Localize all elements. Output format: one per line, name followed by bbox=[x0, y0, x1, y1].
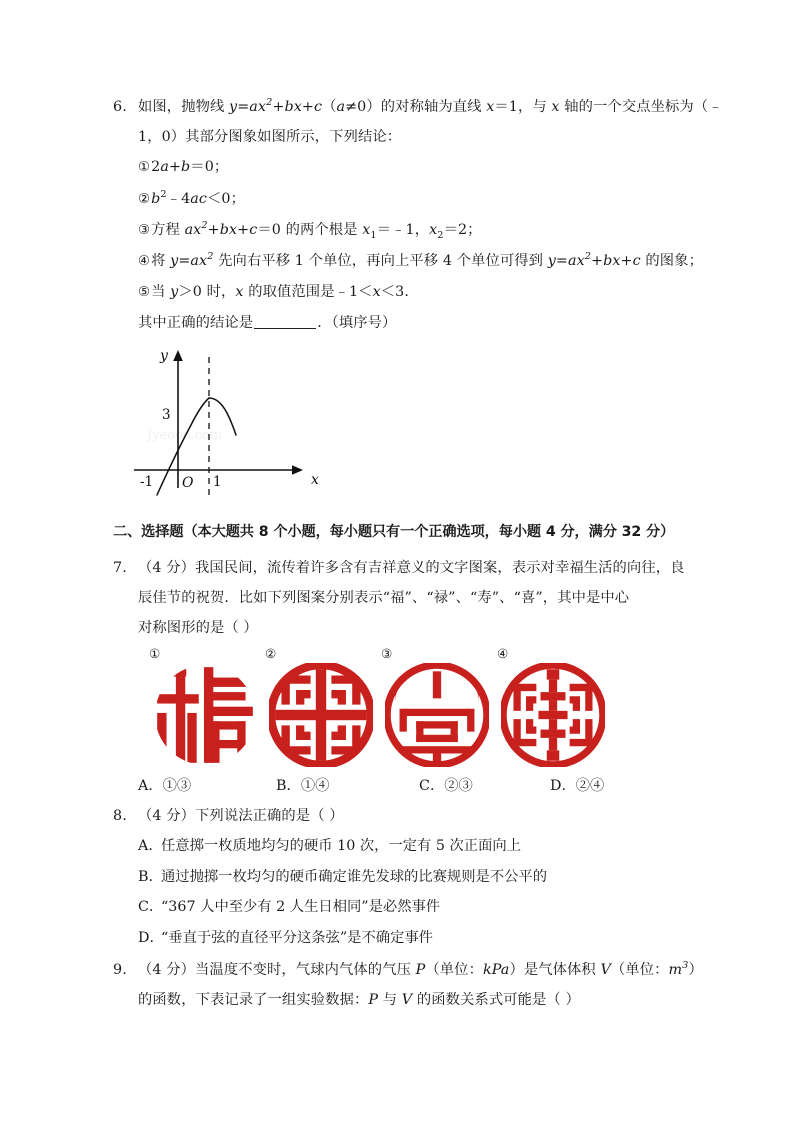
q6-text-d: ，与 bbox=[517, 99, 552, 115]
medallion-shou bbox=[385, 663, 489, 767]
q6-axis-eq: ＝1 bbox=[494, 99, 518, 115]
graph-watermark: Jyeooo.com bbox=[147, 427, 223, 443]
q7-option-c[interactable]: C．②③ bbox=[419, 778, 473, 795]
medallion-2-label: ② bbox=[265, 646, 277, 662]
q7-option-a[interactable]: A．①③ bbox=[138, 778, 192, 795]
q6-parabola-figure bbox=[129, 343, 688, 503]
y-tick-3-label: 3 bbox=[162, 406, 171, 423]
q7-line-2: 辰佳节的祝贺．比如下列图案分别表示“福”、“禄”、“寿”、“喜”，其中是中心 bbox=[138, 589, 630, 606]
q7-score: （4 分） bbox=[138, 559, 196, 576]
q8-line-1 bbox=[113, 801, 688, 831]
x-axis-arrow bbox=[292, 465, 303, 475]
q6-math-parabola: $y=ax^2+bx+c$ bbox=[229, 97, 323, 115]
q7-medallion-row bbox=[123, 646, 688, 771]
question-7 bbox=[113, 553, 688, 644]
q6-item-2: $②b^2﹣4ac<0$； bbox=[113, 184, 688, 215]
medallion-shou-svg bbox=[385, 663, 489, 767]
q9-var-V-2: V bbox=[401, 992, 413, 1009]
medallion-fu-svg bbox=[153, 663, 257, 767]
medallion-fu bbox=[153, 663, 257, 767]
x-axis-label: x bbox=[311, 471, 319, 488]
q6-item-1: ①2a+b＝0； bbox=[113, 152, 688, 183]
q8-option-a[interactable]: A．任意掷一枚质地均匀的硬币 10 次，一定有 5 次正面向上 bbox=[138, 838, 521, 855]
q6-item-2-marker: ② bbox=[138, 191, 151, 207]
q6-item-5: ⑤当 y＞0 时，x 的取值范围是﹣1＜x＜3. bbox=[113, 277, 688, 308]
q6-math-axis: x bbox=[486, 99, 495, 115]
q6-closing-text: 其中正确的结论是 bbox=[138, 315, 254, 332]
q6-text-a: 如图，抛物线 bbox=[138, 99, 230, 115]
q6-number: 6. bbox=[113, 99, 127, 115]
x-tick-neg1-label: -1 bbox=[140, 473, 154, 490]
q6-math-cond: a bbox=[336, 99, 346, 115]
medallion-lu-svg bbox=[269, 663, 373, 767]
q6-closing-suffix: ．（填序号） bbox=[317, 315, 397, 332]
q6-item-4: ④将 $y=ax^2$ 先向右平移 1 个单位，再向上平移 4 个单位可得到 $y=ax^2+bx+c$ 的图象； bbox=[113, 246, 688, 277]
q6-answer-blank[interactable] bbox=[254, 314, 316, 329]
q9-score: （4 分） bbox=[138, 962, 196, 979]
q6-closing bbox=[113, 308, 688, 338]
q8-option-b[interactable]: B．通过抛掷一枚均匀的硬币确定谁先发球的比赛规则是不公平的 bbox=[138, 868, 548, 885]
q7-line-1 bbox=[113, 553, 688, 583]
question-8 bbox=[113, 801, 688, 953]
q6-line-1: 6. 如图，抛物线 $y=ax^2+bx+c(a\ne 0)$的对称轴为直线 x＝1，与 x 轴的一个交点坐标为（﹣ bbox=[113, 92, 688, 122]
q7-number: 7. bbox=[113, 559, 127, 576]
parabola-graph-svg bbox=[129, 343, 349, 501]
medallion-1-label: ① bbox=[149, 646, 161, 662]
q9-unit-m3: $m^3$ bbox=[668, 960, 689, 979]
q7-text-1: 我国民间，流传着许多含有吉祥意义的文字图案，表示对幸福生活的向往，良 bbox=[195, 559, 685, 576]
q9-var-P-2: P bbox=[368, 992, 379, 1009]
q8-option-c[interactable]: C．“367 人中至少有 2 人生日相同”是必然事件 bbox=[138, 899, 441, 916]
origin-label: O bbox=[182, 474, 194, 491]
q6-text-c: ）的对称轴为直线 bbox=[366, 99, 487, 115]
q8-number: 8. bbox=[113, 808, 127, 825]
q6-item-4-marker: ④ bbox=[138, 254, 151, 270]
q7-line-3: 对称图形的是（ ） bbox=[138, 620, 258, 637]
q6-item-3-marker: ③ bbox=[138, 222, 151, 238]
q9-var-P: P bbox=[415, 962, 426, 979]
q6-item-1-marker: ① bbox=[138, 160, 151, 176]
q6-item-5-marker: ⑤ bbox=[138, 285, 151, 301]
question-9 bbox=[113, 955, 703, 1015]
q6-item-3: ③方程 $ax^2+bx+c=0$ 的两个根是 $x_1=﹣1$，$x_2=2$； bbox=[113, 215, 688, 246]
q9-line-2: 的函数，下表记录了一组实验数据：P 与 V 的函数关系式可能是（ ） bbox=[138, 992, 580, 1009]
section-2-heading: 二、选择题（本大题共 8 个小题，每小题只有一个正确选项，每小题 4 分，满分 32 分） bbox=[113, 523, 675, 540]
q9-var-V: V bbox=[600, 962, 611, 979]
document-body bbox=[113, 92, 723, 1017]
q6-text-b: （ bbox=[322, 99, 337, 115]
q6-text-e: 轴的一个交点坐标为（﹣ bbox=[559, 99, 723, 115]
question-6 bbox=[113, 92, 723, 339]
q7-options-row bbox=[138, 771, 688, 801]
medallion-4-label: ④ bbox=[497, 646, 509, 662]
q6-line-2: 1，0）其部分图象如图所示，下列结论： bbox=[138, 129, 402, 146]
medallion-xi-svg bbox=[501, 663, 605, 767]
q7-option-d[interactable]: D．②④ bbox=[550, 778, 605, 795]
q9-number: 9. bbox=[113, 962, 127, 979]
y-axis-arrow bbox=[173, 350, 183, 361]
q9-unit-kpa: kPa bbox=[482, 962, 510, 979]
medallion-3-label: ③ bbox=[381, 646, 393, 662]
x-tick-1-label: 1 bbox=[213, 473, 222, 490]
q8-option-d[interactable]: D．“垂直于弦的直径平分这条弦”是不确定事件 bbox=[138, 929, 433, 946]
y-axis-label: y bbox=[160, 347, 168, 364]
medallion-lu bbox=[269, 663, 373, 767]
q8-stem: 下列说法正确的是（ ） bbox=[195, 808, 344, 825]
q7-option-b[interactable]: B．①④ bbox=[276, 778, 330, 795]
q6-math-xvar: x bbox=[551, 99, 560, 115]
q8-score: （4 分） bbox=[138, 808, 196, 825]
q9-line-1: 9. （4 分）当温度不变时，气球内气体的气压 P（单位：kPa）是气体体积 V（单位：$m^3$） bbox=[113, 955, 688, 985]
medallion-xi bbox=[501, 663, 605, 767]
